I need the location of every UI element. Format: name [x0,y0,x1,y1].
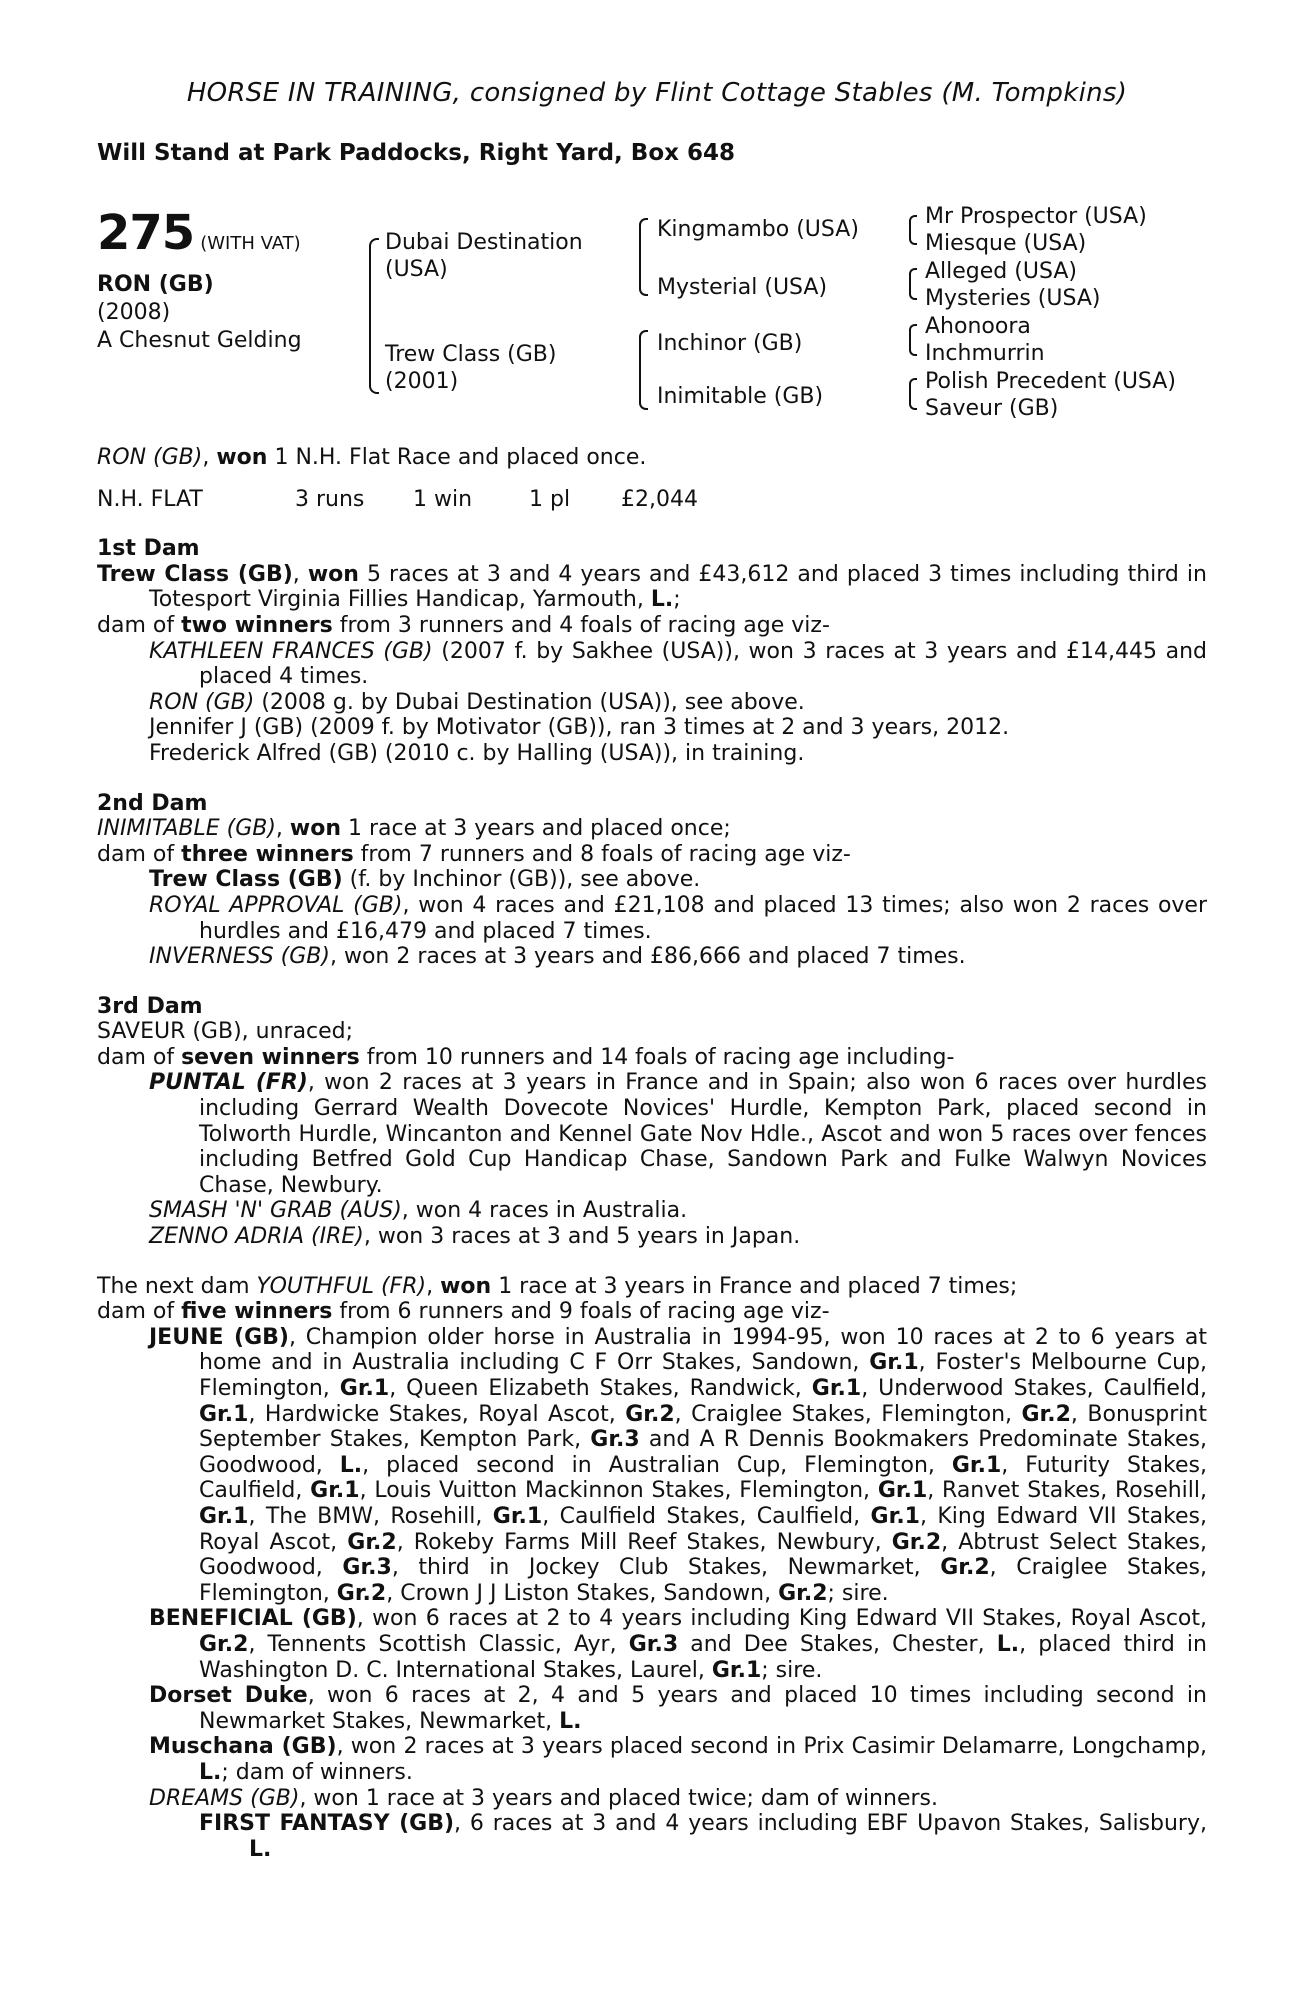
pedigree-bracket-dam [639,330,648,410]
record-text: , third in Jockey Club Stakes, Newmarket, [391,1555,941,1581]
produce-royal-approval: ROYAL APPROVAL (GB), won 4 races and £21,108 and placed 13 times; also won 2 races over hurdles and £16,479 and placed 7 times. [149,892,1208,944]
grade-marker: Gr.1 [199,1401,249,1427]
record-text: , Ranvet Stakes, Rosehill, [927,1478,1208,1504]
pedigree-dam-dam: Inimitable (GB) [657,384,824,409]
horse-name: RON (GB) [97,272,214,297]
grade-marker: Gr.2 [199,1631,249,1657]
grade-marker: Gr.1 [711,1657,762,1683]
pedigree-bracket-sire [639,218,648,296]
third-dam-heading: 3rd Dam [97,993,203,1019]
record-text: , Rokeby Farms Mill Reef Stakes, Newbury, [396,1529,892,1555]
record-text: , placed third in Washington D. C. International Stakes, Laurel, [199,1631,1207,1683]
record-text: and A R Dennis Bookmakers Predominate Stakes, Goodwood, [199,1427,1208,1478]
lot-number-value: 275 [97,205,195,261]
next-dam-produce: dam of five winners from 6 runners and 9 foals of racing age viz- [97,1299,830,1325]
second-dam-record: INIMITABLE (GB), won 1 race at 3 years and placed once; [97,816,731,842]
grade-marker: L. [996,1631,1020,1657]
record-text: , Underwood Stakes, Caulfield, [861,1376,1207,1401]
pedigree-ggs-4: Polish Precedent (USA) Saveur (GB) [925,369,1176,421]
pedigree-bracket-4a [909,215,917,245]
pedigree-bracket-main [369,238,379,394]
dorset-duke-record [199,1683,1207,1734]
third-dam-produce: dam of seven winners from 10 runners and 14 foals of racing age including- [97,1044,955,1070]
pedigree-bracket-4c [909,324,917,356]
pedigree-sire: Dubai Destination (USA) [385,230,583,282]
next-dam-record: The next dam YOUTHFUL (FR), won 1 race at 3 years in France and placed 7 times; [97,1273,1018,1299]
record-text: ; sire. [761,1657,823,1683]
grade-marker: Gr.2 [940,1555,990,1581]
record-text: , Crown J J Liston Stakes, Sandown, [386,1580,779,1606]
first-dam-produce: dam of two winners from 3 runners and 4 foals of racing age viz- [97,612,830,638]
pedigree-dam-sire: Inchinor (GB) [657,331,803,356]
produce-first-fantasy: FIRST FANTASY (GB), 6 races at 3 and 4 years including EBF Upavon Stakes, Salisbury, L. [199,1811,1207,1862]
record-text: , Hardwicke Stakes, Royal Ascot, [248,1401,626,1427]
produce-puntal: PUNTAL (FR), won 2 races at 3 years in France and in Spain; also won 6 races over hurdles including Gerrard Wealth Dovecote Novices' Hurdle, Kempton Park, placed second in Tolworth Hurdle, Wincanton and Kennel Gate Nov Hdle., Ascot and won 5 races over fences including Betfred Gold Cup Handicap Chase, Sandown Park and Fulke Walwyn Novices Chase, Newbury. [149,1070,1207,1198]
stand-location: Will Stand at Park Paddocks, Right Yard, Box 648 [97,140,735,166]
pedigree-bracket-4b [909,268,917,300]
record-text: , won 6 races at 2, 4 and 5 years and placed 10 times including second in Newmarket Stakes, Newmarket, [199,1683,1207,1734]
grade-marker: L. [339,1452,363,1478]
produce-record [97,445,1207,1862]
record-text: , Craiglee Stakes, Flemington, [674,1401,1022,1427]
grade-marker: L. [559,1708,582,1734]
second-dam-heading: 2nd Dam [97,790,208,816]
produce-muschana: Muschana (GB), won 2 races at 3 years placed second in Prix Casimir Delamarre, Longchamp, L.; dam of winners. [149,1734,1207,1785]
record-text: ; sire. [827,1580,889,1606]
grade-marker: Gr.1 [811,1376,862,1401]
record-text: , The BMW, Rosehill, [248,1503,493,1529]
horse-description: A Chesnut Gelding [97,328,302,353]
pedigree-sire-sire: Kingmambo (USA) [657,217,859,242]
grade-marker: Gr.1 [870,1503,920,1529]
record-text: , won 2 races at 3 years placed second in Prix Casimir Delamarre, Longchamp, [336,1734,1207,1760]
produce-dreams: DREAMS (GB), won 1 race at 3 years and placed twice; dam of winners. [149,1785,938,1811]
grade-marker: Gr.1 [310,1478,360,1504]
pedigree-bracket-4d [909,378,917,410]
produce-smash-n-grab: SMASH 'N' GRAB (AUS), won 4 races in Australia. [149,1198,688,1224]
grade-marker: L. [199,1759,222,1785]
grade-marker: Gr.2 [347,1529,397,1555]
produce-trew-class: Trew Class (GB) (f. by Inchinor (GB)), see above. [149,867,701,893]
produce-kathleen-frances: KATHLEEN FRANCES (GB) (2007 f. by Sakhee (USA)), won 3 races at 3 years and £14,445 and placed 4 times. [149,638,1208,690]
race-stats: N.H. FLAT 3 runs 1 win 1 pl £2,044 [97,486,698,512]
record-text: , 6 races at 3 and 4 years including EBF Upavon Stakes, Salisbury, [454,1811,1207,1837]
produce-frederick-alfred: Frederick Alfred (GB) (2010 c. by Halling (USA)), in training. [149,740,805,766]
produce-dorset-duke: Dorset Duke, won 6 races at 2, 4 and 5 years and placed 10 times including second in Newmarket Stakes, Newmarket, L. [149,1683,1207,1734]
produce-ron: RON (GB) (2008 g. by Dubai Destination (USA)), see above. [149,689,805,715]
grade-marker: Gr.1 [951,1452,1002,1478]
record-text: , Louis Vuitton Mackinnon Stakes, Flemington, [359,1478,878,1504]
produce-zenno-adria: ZENNO ADRIA (IRE), won 3 races at 3 and 5 years in Japan. [149,1224,801,1250]
vat-note: (WITH VAT) [200,233,301,254]
record-text: , Champion older horse in Australia in 1994-95, won 10 races at 2 to 6 years at home and in Australia including C F Orr Stakes, Sandown, [199,1324,1207,1376]
produce-beneficial: BENEFICIAL (GB), won 6 races at 2 to 4 years including King Edward VII Stakes, Royal Ascot, Gr.2, Tennents Scottish Classic, Ayr, Gr.3 and Dee Stakes, Chester, L., placed third in Washington D. C. International Stakes, Laurel, Gr.1; sire. [149,1606,1207,1683]
first-dam-heading: 1st Dam [97,536,200,562]
record-text: , Abtrust Select Stakes, Goodwood, [199,1529,1208,1581]
pedigree-sire-dam: Mysterial (USA) [657,275,828,300]
grade-marker: Gr.1 [339,1376,390,1401]
record-text: , Foster's Melbourne Cup, Flemington, [199,1350,1207,1401]
third-dam-record: SAVEUR (GB), unraced; [97,1019,354,1045]
record-text: , Caulfield Stakes, Caulfield, [542,1503,871,1529]
horse-year: (2008) [97,300,171,325]
grade-marker: Gr.3 [628,1631,679,1657]
record-text: , Craiglee Stakes, Flemington, [199,1555,1207,1606]
pedigree-dam: Trew Class (GB) (2001) [385,342,557,394]
record-text: , Queen Elizabeth Stakes, Randwick, [389,1376,812,1401]
produce-jennifer-j: Jennifer J (GB) (2009 f. by Motivator (GB)), ran 3 times at 2 and 3 years, 2012. [149,715,1010,741]
grade-marker: Gr.2 [336,1580,387,1606]
grade-marker: Gr.2 [625,1401,675,1427]
record-text: ; dam of winners. [221,1759,413,1785]
record-text: , won 6 races at 2 to 4 years including King Edward VII Stakes, Royal Ascot, [356,1606,1207,1632]
race-summary: RON (GB), won 1 N.H. Flat Race and placed once. [97,445,647,470]
pedigree-ggs-3: Ahonoora Inchmurrin [925,314,1045,366]
record-text: , Futurity Stakes, Caulfield, [199,1452,1207,1504]
jeune-record [199,1325,1207,1606]
record-text: , Tennents Scottish Classic, Ayr, [248,1631,629,1657]
page-header: HORSE IN TRAINING, consigned by Flint Cottage Stables (M. Tompkins) [186,78,1128,108]
grade-marker: Gr.1 [869,1350,919,1376]
record-text: , placed second in Australian Cup, Flemington, [362,1452,952,1478]
grade-marker: Gr.3 [342,1555,392,1581]
second-dam-produce: dam of three winners from 7 runners and 8 foals of racing age viz- [97,841,851,867]
record-text: , Bonusprint September Stakes, Kempton Park, [199,1401,1207,1453]
grade-marker: Gr.1 [199,1503,249,1529]
muschana-record [199,1734,1207,1785]
first-dam-record: Trew Class (GB), won 5 races at 3 and 4 years and £43,612 and placed 3 times including third in Totesport Virginia Fillies Handicap, Yarmouth, L.; [97,561,1207,613]
produce-inverness: INVERNESS (GB), won 2 races at 3 years and £86,666 and placed 7 times. [149,944,966,970]
record-text: , King Edward VII Stakes, Royal Ascot, [199,1503,1208,1555]
grade-marker: Gr.1 [877,1478,928,1504]
grade-marker: Gr.3 [590,1427,640,1453]
grade-marker: Gr.2 [891,1529,942,1555]
grade-marker: Gr.2 [1021,1401,1071,1427]
pedigree-ggs-2: Alleged (USA) Mysteries (USA) [925,259,1101,311]
grade-marker: Gr.1 [492,1503,543,1529]
produce-jeune: JEUNE (GB), Champion older horse in Australia in 1994-95, won 10 races at 2 to 6 years at home and in Australia including C F Orr Stakes, Sandown, Gr.1, Foster's Melbourne Cup, Flemington, Gr.1, Queen Elizabeth Stakes, Randwick, Gr.1, Underwood Stakes, Caulfield, Gr.1, Hardwicke Stakes, Royal Ascot, Gr.2, Craiglee Stakes, Flemington, Gr.2, Bonusprint September Stakes, Kempton Park, Gr.3 and A R Dennis Bookmakers Predominate Stakes, Goodwood, L., placed second in Australian Cup, Flemington, Gr.1, Futurity Stakes, Caulfield, Gr.1, Louis Vuitton Mackinnon Stakes, Flemington, Gr.1, Ranvet Stakes, Rosehill, Gr.1, The BMW, Rosehill, Gr.1, Caulfield Stakes, Caulfield, Gr.1, King Edward VII Stakes, Royal Ascot, Gr.2, Rokeby Farms Mill Reef Stakes, Newbury, Gr.2, Abtrust Select Stakes, Goodwood, Gr.3, third in Jockey Club Stakes, Newmarket, Gr.2, Craiglee Stakes, Flemington, Gr.2, Crown J J Liston Stakes, Sandown, Gr.2; sire. [149,1324,1208,1606]
pedigree-ggs-1: Mr Prospector (USA) Miesque (USA) [925,204,1147,256]
lot-number [97,205,301,261]
record-text: and Dee Stakes, Chester, [678,1631,997,1657]
grade-marker: Gr.2 [778,1580,828,1606]
grade-marker: L. [249,1836,272,1862]
